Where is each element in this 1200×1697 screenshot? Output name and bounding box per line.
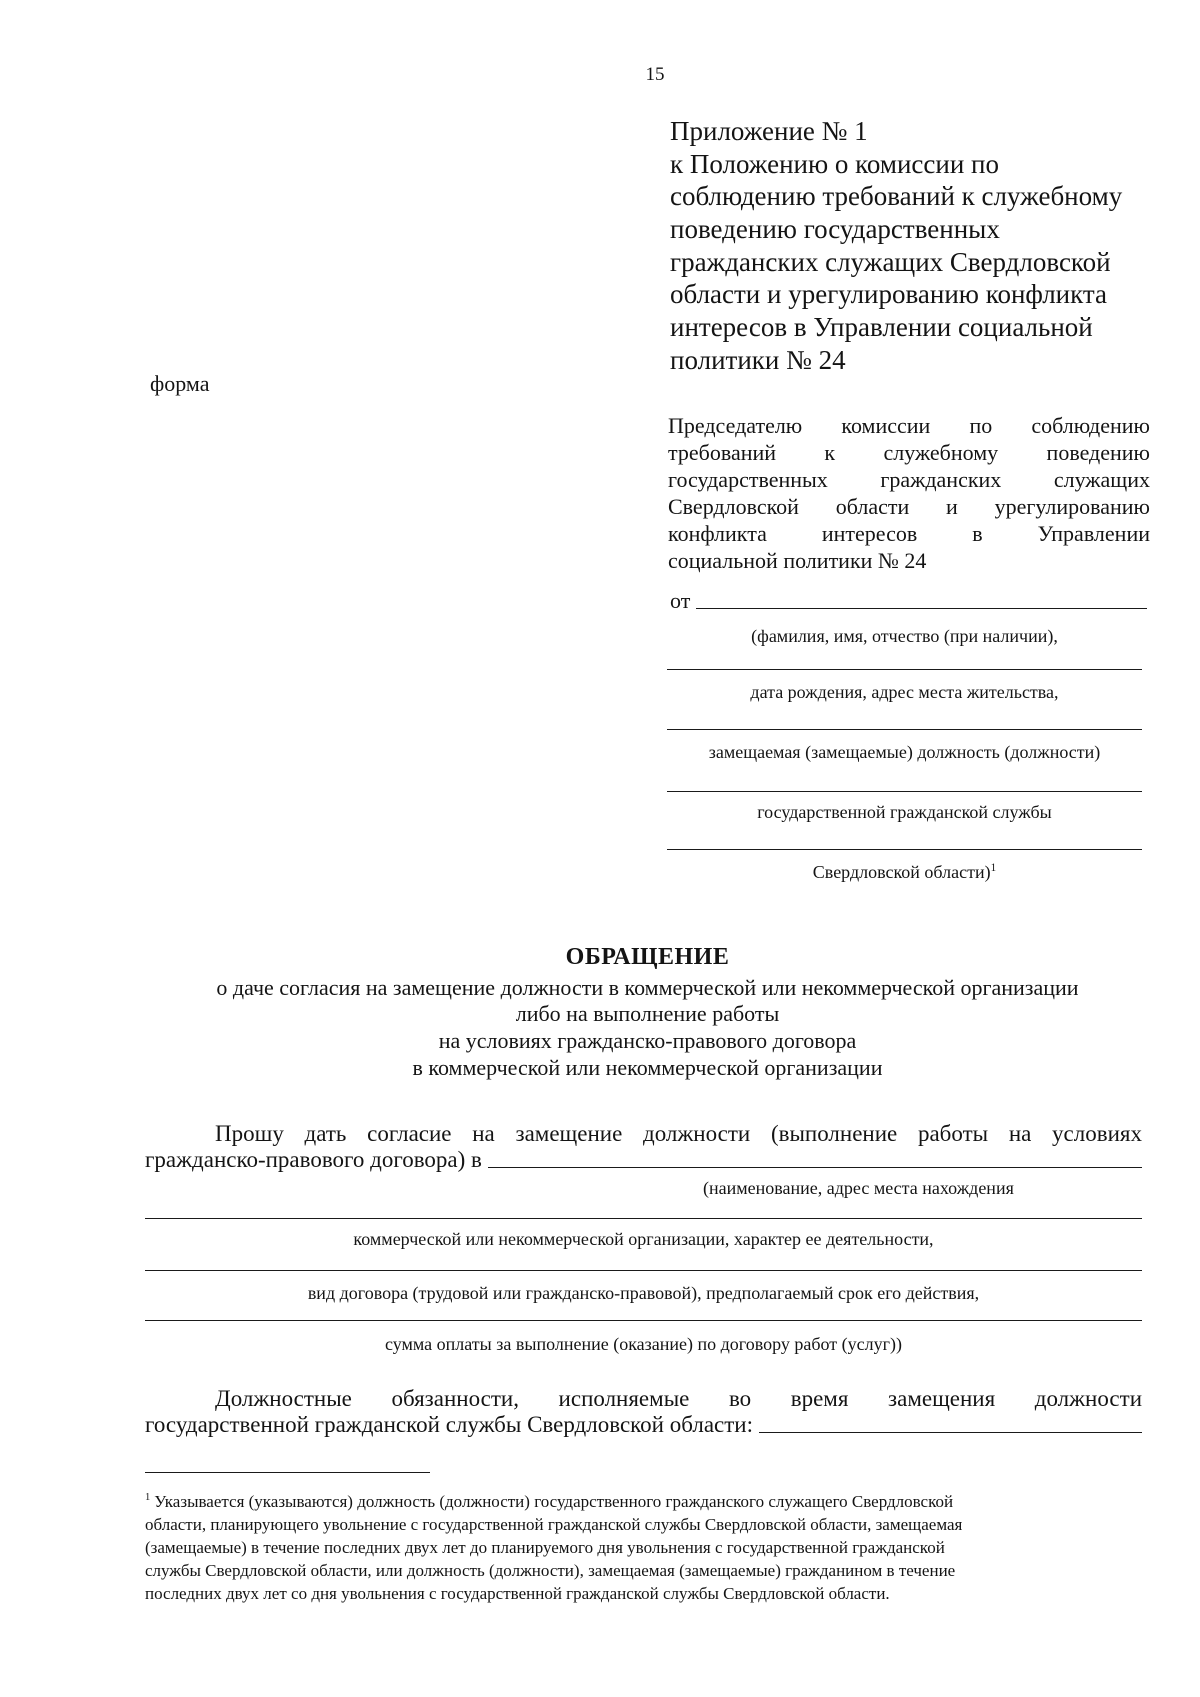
request-paragraph-line: Прошу дать согласие на замещение должности (выполнение работы на условиях — [215, 1121, 1142, 1146]
footnote-text: Указывается (указываются) должность (должности) государственного гражданского служащего Свердловской — [154, 1492, 954, 1511]
fill-in-line — [667, 669, 1142, 670]
annex-line: поведению государственных — [670, 214, 1000, 244]
request-caption-contract: вид договора (трудовой или гражданско-правовой), предполагаемый срок его действия, — [307, 1283, 980, 1303]
sender-from-row — [670, 587, 1147, 615]
footnote-reference: 1 — [990, 862, 997, 874]
annex-line: интересов в Управлении социальной — [670, 312, 1093, 342]
annex-line: Приложение № 1 — [670, 116, 868, 146]
request-caption-name-address: (наименование, адрес места нахождения — [703, 1178, 1014, 1198]
annex-line: области и урегулированию конфликта — [670, 279, 1108, 309]
footnote-separator — [145, 1472, 430, 1473]
fill-in-line — [667, 849, 1142, 850]
sender-caption-name: (фамилия, имя, отчество (при наличии), — [751, 626, 1058, 646]
request-paragraph-line: гражданско-правового договора) в — [145, 1147, 482, 1172]
fill-in-line — [145, 1270, 1142, 1271]
annex-line: политики № 24 — [670, 345, 846, 375]
appeal-subtitle-line: либо на выполнение работы — [515, 1001, 780, 1026]
annex-line: к Положению о комиссии по — [670, 149, 999, 179]
fill-in-line — [488, 1167, 1142, 1168]
addressee-line: социальной политики № 24 — [668, 548, 927, 573]
request-organization-row — [145, 1146, 1142, 1174]
addressee-line: требований к служебному поведению — [668, 440, 1150, 465]
fill-in-line — [696, 608, 1147, 609]
appeal-title: ОБРАЩЕНИЕ — [565, 944, 730, 970]
fill-in-line — [145, 1320, 1142, 1321]
footnote-line: (замещаемые) в течение последних двух лет до планируемого дня увольнения с государственной гражданской — [145, 1538, 945, 1557]
form-label: форма — [150, 371, 210, 396]
sender-caption-region — [667, 860, 1142, 884]
footnote-line — [145, 1491, 953, 1513]
duties-paragraph-line: государственной гражданской службы Свердловской области: — [145, 1412, 753, 1437]
page-number: 15 — [645, 64, 665, 85]
appeal-subtitle-line: на условиях гражданско-правового договора — [438, 1028, 857, 1053]
duties-row — [145, 1411, 1142, 1439]
request-caption-payment: сумма оплаты за выполнение (оказание) по договору работ (услуг)) — [385, 1334, 902, 1354]
addressee-line: конфликта интересов в Управлении — [668, 521, 1150, 546]
annex-line: соблюдению требований к служебному — [670, 181, 1123, 211]
from-label: от — [670, 588, 691, 613]
fill-in-line — [667, 791, 1142, 792]
fill-in-line — [759, 1432, 1142, 1433]
sender-caption-service: государственной гражданской службы — [757, 802, 1052, 822]
addressee-line: государственных гражданских служащих — [668, 467, 1150, 492]
footnote-line: службы Свердловской области, или должность (должности), замещаемая (замещаемые) гражданином в течение — [145, 1561, 956, 1580]
appeal-subtitle-line: в коммерческой или некоммерческой организации — [412, 1055, 883, 1080]
fill-in-line — [145, 1218, 1142, 1219]
sender-caption-position: замещаемая (замещаемые) должность (должности) — [708, 742, 1101, 762]
duties-paragraph-line: Должностные обязанности, исполняемые во время замещения должности — [215, 1386, 1142, 1411]
addressee-line: Свердловской области и урегулированию — [668, 494, 1150, 519]
addressee-line: Председателю комиссии по соблюдению — [668, 413, 1150, 438]
footnote-marker: 1 — [145, 1492, 151, 1504]
sender-caption-birth-address: дата рождения, адрес места жительства, — [750, 682, 1059, 702]
footnote-line: области, планирующего увольнение с государственной гражданской службы Свердловской области, замещаемая — [145, 1515, 963, 1534]
fill-in-line — [667, 729, 1142, 730]
footnote-line: последних двух лет со дня увольнения с государственной гражданской службы Свердловской области. — [145, 1584, 890, 1603]
appeal-subtitle-line: о даче согласия на замещение должности в коммерческой или некоммерческой организации — [216, 975, 1079, 1000]
sender-caption-region-text: Свердловской области) — [812, 862, 991, 882]
annex-line: гражданских служащих Свердловской — [670, 247, 1111, 277]
request-caption-organization: коммерческой или некоммерческой организации, характер ее деятельности, — [353, 1229, 934, 1249]
